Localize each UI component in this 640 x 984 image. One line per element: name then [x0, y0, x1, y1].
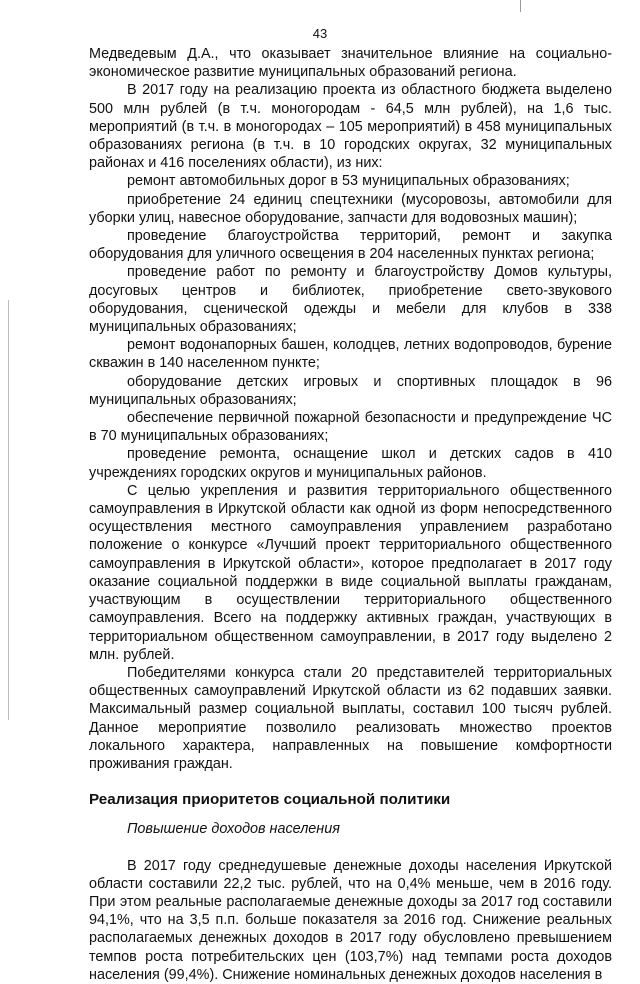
- paragraph: В 2017 году среднедушевые денежные доходы населения Иркутской области составили 22,2 тыс. рублей, что на 0,4% меньше, чем в 2016 году. При этом реальные располагаемые денежные доходы за 2017 год составили 94,1%, что на 3,5 п.п. больше показателя за 2016 год. Снижение реальных располагаемых денежных доходов в 2017 году обусловлено превышением темпов роста потребительских цен (103,7%) над темпами роста доходов населения (99,4%). Снижение номинальных денежных доходов населения в: [89, 857, 612, 983]
- list-item: оборудование детских игровых и спортивных площадок в 96 муниципальных образованиях;: [89, 373, 612, 408]
- paragraph: Победителями конкурса стали 20 представителей территориальных общественных самоуправлений Иркутской области из 62 подавших заявки. Максимальный размер социальной выплаты, составил 100 тысяч рублей. Данное мероприятие позволило реализовать множество проектов локального характера, направленных на повышение комфортности проживания граждан.: [89, 664, 612, 772]
- document-body: [89, 45, 612, 984]
- paragraph: В 2017 году на реализацию проекта из областного бюджета выделено 500 млн рублей (в т.ч. моногородам - 64,5 млн рублей), на 1,6 тыс. мероприятий (в т.ч. в моногородах – 105 мероприятий) в 458 муниципальных образованиях региона (в т.ч. в 10 городских округах, 32 муниципальных районах и 416 поселениях области), из них:: [89, 82, 612, 172]
- list-item: ремонт автомобильных дорог в 53 муниципальных образованиях;: [127, 173, 570, 190]
- scan-margin-mark: [8, 300, 9, 720]
- subsection-heading: Повышение доходов населения: [127, 821, 340, 838]
- page-number: 43: [312, 26, 328, 41]
- paragraph: С целью укрепления и развития территориального общественного самоуправления в Иркутской области как одной из форм непосредственного осуществления местного самоуправления управлением разработано положение о конкурсе «Лучший проект территориального общественного самоуправления в Иркутской области», которое предполагает в 2017 году оказание социальной поддержки в виде социальной выплаты гражданам, участвующим в осуществлении территориального общественного самоуправления. Всего на поддержку активных граждан, участвующих в территориальном общественном самоуправлении, в 2017 году выделено 2 млн. рублей.: [89, 482, 612, 663]
- paragraph: Медведевым Д.А., что оказывает значительное влияние на социально-экономическое развитие муниципальных образований региона.: [89, 46, 612, 81]
- list-item: проведение работ по ремонту и благоустройству Домов культуры, досуговых центров и библиотек, приобретение свето-звукового оборудования, сценической одежды и мебели для клубов в 338 муниципальных образованиях;: [89, 264, 612, 336]
- list-item: приобретение 24 единиц спецтехники (мусоровозы, автомобили для уборки улиц, навесное оборудование, запчасти для водовозных машин);: [89, 191, 612, 226]
- list-item: проведение благоустройства территорий, ремонт и закупка оборудования для уличного освещения в 204 населенных пунктах региона;: [89, 228, 612, 263]
- scan-tick-mark: [520, 0, 521, 12]
- list-item: ремонт водонапорных башен, колодцев, летних водопроводов, бурение скважин в 140 населенном пункте;: [89, 337, 612, 372]
- list-item: проведение ремонта, оснащение школ и детских садов в 410 учреждениях городских округов и муниципальных районов.: [89, 446, 612, 481]
- section-heading: Реализация приоритетов социальной политики: [89, 791, 451, 809]
- list-item: обеспечение первичной пожарной безопасности и предупреждение ЧС в 70 муниципальных образованиях;: [89, 410, 612, 445]
